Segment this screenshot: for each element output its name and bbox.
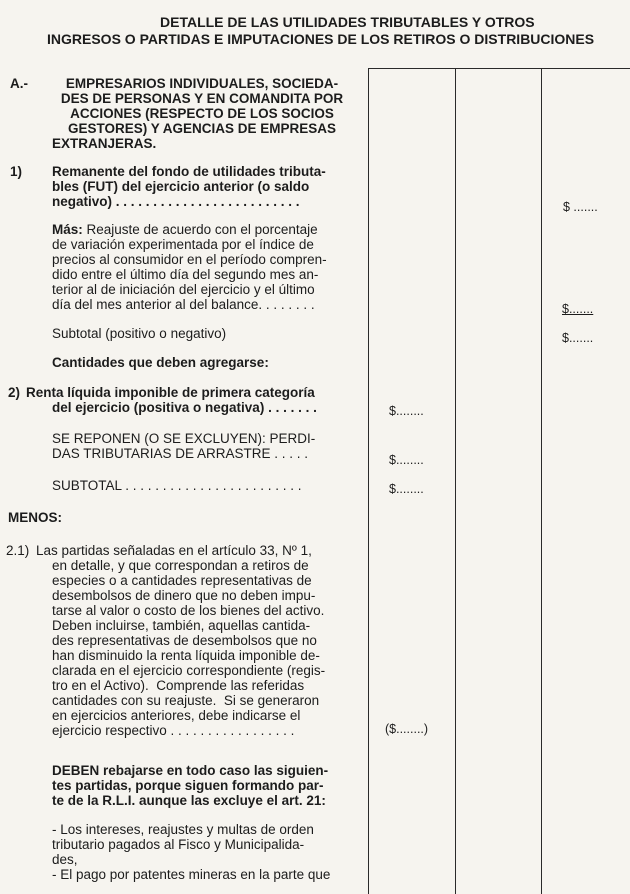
mas-first-line-text: Reajuste de acuerdo con el porcentaje [82, 222, 318, 237]
item-2-1-line: han disminuido la renta líquida imponible de- [52, 648, 320, 663]
reponen-amount: $........ [389, 453, 424, 467]
reponen-line: SE REPONEN (O SE EXCLUYEN): PERDI- [52, 431, 316, 446]
subtotal-2-amount: $........ [389, 482, 424, 496]
item-2-1-line: tarse al valor o costo de los bienes del activo. [52, 603, 325, 618]
section-a-line: EMPRESARIOS INDIVIDUALES, SOCIEDA- [65, 76, 339, 91]
mas-line: de variación experimentada por el índice de [52, 237, 314, 252]
mas-line: día del mes anterior al del balance. . . . . . . . [52, 297, 315, 312]
item-2-1-line: clarada en el ejercicio correspondiente (regis- [52, 663, 326, 678]
mas-line: dido entre el último día del segundo mes an- [52, 267, 319, 282]
section-a-line: EXTRANJERAS. [52, 136, 157, 151]
item-1-number: 1) [10, 164, 23, 179]
column-divider-1 [368, 68, 369, 894]
cantidades-heading: Cantidades que deben agregarse: [52, 355, 269, 370]
table-top-border [368, 68, 630, 69]
list-item-line: - El pago por patentes mineras en la parte que [52, 867, 331, 882]
subtotal-2-label: SUBTOTAL . . . . . . . . . . . . . . . . . . . . . . . . [52, 478, 302, 493]
mas-line: terior al de iniciación del ejercicio y el último [52, 282, 315, 297]
mas-label: Más: [52, 222, 83, 237]
column-divider-2 [455, 68, 456, 894]
reponen-line: DAS TRIBUTARIAS DE ARRASTRE . . . . . [52, 446, 309, 461]
mas-amount: $....... [562, 302, 594, 316]
section-a-label: A.- [10, 76, 28, 91]
header-line-1: DETALLE DE LAS UTILIDADES TRIBUTABLES Y OTROS [160, 14, 535, 30]
item-1-line: negativo) . . . . . . . . . . . . . . . . . . . . . . . . . [52, 194, 300, 209]
subtotal-1-label: Subtotal (positivo o negativo) [52, 326, 227, 341]
deben-line: tes partidas, porque siguen formando par- [52, 778, 324, 793]
deben-line: te de la R.L.I. aunque las excluye el art. 21: [52, 793, 326, 808]
deben-line: DEBEN rebajarse en todo caso las siguien- [52, 763, 329, 778]
item-2-1-line: cantidades con su reajuste. Si se generaron [52, 693, 320, 708]
item-1-line: bles (FUT) del ejercicio anterior (o saldo [52, 179, 310, 194]
item-2-1-line: des representativas de desembolsos que no [52, 633, 317, 648]
section-a-line: GESTORES) Y AGENCIAS DE EMPRESAS [67, 121, 337, 136]
list-item-line: tributario pagados al Fisco y Municipalida- [52, 837, 305, 852]
column-divider-3 [541, 68, 542, 894]
item-2-line: del ejercicio (positiva o negativa) . . . . . . . [52, 400, 317, 415]
item-2-1-line: en ejercicios anteriores, debe indicarse el [52, 708, 301, 723]
item-1-line: Remanente del fondo de utilidades tributa- [52, 164, 326, 179]
subtotal-1-amount: $....... [562, 331, 594, 345]
item-2-1-line: Deben incluirse, también, aquellas cantida- [52, 618, 311, 633]
item-2-amount: $........ [389, 404, 424, 418]
list-item-line: - Los intereses, reajustes y multas de orden [52, 822, 314, 837]
menos-heading: MENOS: [8, 510, 62, 525]
item-2-1-line: en detalle, y que correspondan a retiros de [52, 558, 309, 573]
item-2-1-line: especies o a cantidades representativas de [52, 573, 312, 588]
item-2-line: Renta líquida imponible de primera categoría [26, 385, 315, 400]
header-line-2: INGRESOS O PARTIDAS E IMPUTACIONES DE LOS RETIROS O DISTRIBUCIONES [47, 31, 595, 47]
item-2-1-amount: ($........) [385, 722, 429, 736]
mas-line: precios al consumidor en el período compren- [52, 252, 327, 267]
list-item-line: des, [52, 852, 78, 867]
section-a-line: ACCIONES (RESPECTO DE LOS SOCIOS [70, 106, 334, 121]
item-2-1-number: 2.1) [6, 543, 30, 558]
section-a-line: DES DE PERSONAS Y EN COMANDITA POR [60, 91, 344, 106]
item-2-1-line: ejercicio respectivo . . . . . . . . . . . . . . . . . [52, 723, 295, 738]
mas-first-line [52, 222, 318, 237]
item-2-1-line: Las partidas señaladas en el artículo 33, Nº 1, [36, 543, 312, 558]
item-2-number: 2) [8, 385, 21, 400]
item-2-1-line: desembolsos de dinero que no deben impu- [52, 588, 316, 603]
item-1-amount: $ ....... [563, 200, 598, 214]
item-2-1-line: tro en el Activo). Comprende las referidas [52, 678, 305, 693]
